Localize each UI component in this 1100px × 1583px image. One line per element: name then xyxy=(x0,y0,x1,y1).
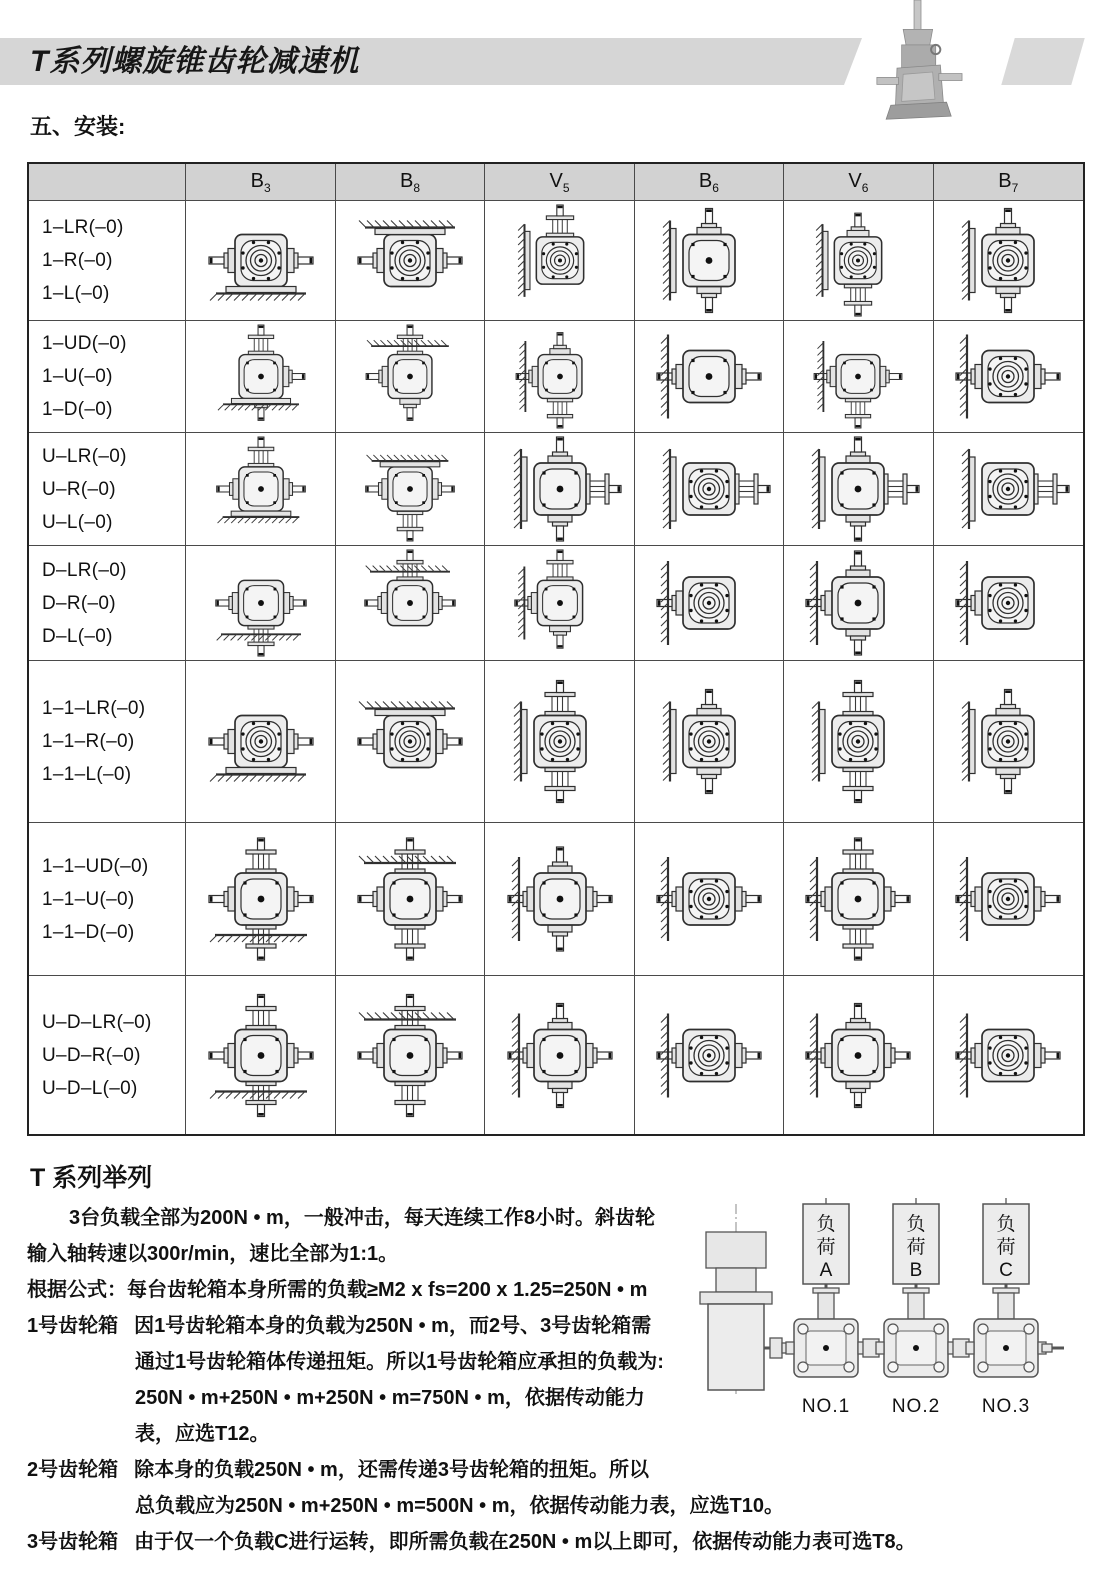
gearbox-drawing xyxy=(966,1284,1046,1377)
example-line-text: 表，应选T12。 xyxy=(135,1423,270,1445)
mount-drawing-cell xyxy=(784,823,933,976)
example-line xyxy=(27,1488,1085,1524)
mount-code: U–LR(–0) xyxy=(42,445,127,467)
row-label-cell xyxy=(29,661,186,823)
unit-number-label: NO.3 xyxy=(981,1396,1031,1417)
svg-text:A: A xyxy=(819,1260,833,1281)
svg-text:B: B xyxy=(909,1260,923,1281)
svg-text:负: 负 xyxy=(996,1214,1016,1235)
mount-drawing-cell xyxy=(485,201,634,321)
mount-drawing-cell xyxy=(784,433,933,546)
mount-drawing-cell xyxy=(635,546,784,661)
table-header-row xyxy=(29,164,1083,201)
mount-code: U–D–R(–0) xyxy=(42,1044,141,1066)
mount-drawing-cell xyxy=(485,976,634,1134)
table-row xyxy=(29,201,1083,321)
gear-reducer-image xyxy=(856,0,986,120)
row-label-cell xyxy=(29,976,186,1134)
example-line-text: 因1号齿轮箱本身的负载为250N • m，而2号、3号齿轮箱需 xyxy=(134,1315,652,1337)
example-line-text: 输入轴转速以300r/min，速比全部为1:1。 xyxy=(27,1243,399,1265)
mount-code: 1–1–LR(–0) xyxy=(42,698,146,719)
mount-code: 1–U(–0) xyxy=(42,366,113,387)
banner-band-right xyxy=(1001,38,1084,85)
mount-drawing-cell xyxy=(635,433,784,546)
mount-code: U–D–LR(–0) xyxy=(42,1011,152,1033)
mount-drawing-cell xyxy=(934,661,1083,823)
mount-drawing-cell xyxy=(336,823,485,976)
example-line-text: 250N • m+250N • m+250N • m=750N • m，依据传动能力 xyxy=(135,1387,645,1409)
example-heading: T 系列举列 xyxy=(30,1164,153,1192)
row-label-cell xyxy=(29,546,186,661)
unit-number-label: NO.1 xyxy=(801,1396,851,1417)
mount-drawing-cell xyxy=(485,546,634,661)
gearbox-label: 3号齿轮箱 xyxy=(27,1531,119,1553)
mount-code: 1–1–L(–0) xyxy=(42,764,132,785)
mount-code: U–R(–0) xyxy=(42,478,116,500)
section-title: 五、安装: xyxy=(30,114,126,139)
mount-drawing-cell xyxy=(485,661,634,823)
table-row xyxy=(29,661,1083,823)
mount-drawing-cell xyxy=(336,546,485,661)
column-header-blank xyxy=(29,164,186,201)
load-box xyxy=(893,1198,939,1284)
load-box xyxy=(983,1198,1029,1284)
column-header-B3: $B_3$ xyxy=(186,164,335,201)
mount-drawing-cell xyxy=(635,201,784,321)
mount-drawing-cell xyxy=(934,433,1083,546)
mount-drawing-cell xyxy=(635,976,784,1134)
mount-drawing-cell xyxy=(186,661,335,823)
table-row xyxy=(29,433,1083,546)
mount-drawing-cell xyxy=(934,546,1083,661)
mount-drawing-cell xyxy=(934,321,1083,433)
column-header-V5: $V_5$ xyxy=(485,164,634,201)
mount-drawing-cell xyxy=(635,823,784,976)
row-label-cell xyxy=(29,201,186,321)
mount-code: 1–UD(–0) xyxy=(42,333,127,354)
gearbox-label: 根据公式： xyxy=(27,1279,127,1301)
svg-text:荷: 荷 xyxy=(906,1237,926,1258)
example-line-text: 总负载应为250N • m+250N • m=500N • m，依据传动能力表，应选T10。 xyxy=(135,1495,784,1517)
mount-drawing-cell xyxy=(336,976,485,1134)
mount-drawing-cell xyxy=(336,321,485,433)
load-box xyxy=(803,1198,849,1284)
example-line xyxy=(27,1452,1085,1488)
mount-drawing-cell xyxy=(186,433,335,546)
mount-code: U–L(–0) xyxy=(42,511,113,533)
table-row xyxy=(29,823,1083,976)
mount-drawing-cell xyxy=(784,546,933,661)
mount-drawing-cell xyxy=(186,321,335,433)
example-line xyxy=(27,1524,1085,1560)
example-line-text: 3台负载全部为200N • m，一般冲击，每天连续工作8小时。斜齿轮 xyxy=(69,1207,655,1229)
mount-drawing-cell xyxy=(336,433,485,546)
example-line-text: 由于仅一个负载C进行运转，即所需负载在250N • m以上即可，依据传动能力表可选T8。 xyxy=(134,1531,916,1553)
row-label-cell xyxy=(29,321,186,433)
page-title: T系列螺旋锥齿轮减速机 xyxy=(30,45,360,78)
installation-table xyxy=(27,162,1085,1136)
table-row xyxy=(29,321,1083,433)
column-header-B6: $B_6$ xyxy=(635,164,784,201)
mount-code: U–D–L(–0) xyxy=(42,1077,138,1099)
mount-drawing-cell xyxy=(485,433,634,546)
svg-text:C: C xyxy=(999,1260,1013,1281)
mount-drawing-cell xyxy=(635,661,784,823)
column-header-B8: $B_8$ xyxy=(336,164,485,201)
mount-drawing-cell xyxy=(934,976,1083,1134)
mount-drawing-cell xyxy=(336,661,485,823)
svg-text:荷: 荷 xyxy=(816,1237,836,1258)
mount-drawing-cell xyxy=(635,321,784,433)
mount-drawing-cell xyxy=(186,201,335,321)
gearbox-drawing xyxy=(786,1284,866,1377)
mount-code: 1–1–UD(–0) xyxy=(42,855,149,877)
table-row xyxy=(29,976,1083,1134)
mount-drawing-cell xyxy=(934,823,1083,976)
mount-code: 1–1–R(–0) xyxy=(42,731,135,752)
mount-code: 1–R(–0) xyxy=(42,250,113,271)
svg-text:负: 负 xyxy=(816,1214,836,1235)
example-line-text: 通过1号齿轮箱体传递扭矩。所以1号齿轮箱应承担的负载为: xyxy=(135,1351,664,1373)
example-line-text: 每台齿轮箱本身所需的负载≥M2 x fs=200 x 1.25=250N • m xyxy=(127,1279,648,1301)
svg-text:荷: 荷 xyxy=(996,1237,1016,1258)
mount-drawing-cell xyxy=(186,546,335,661)
table-row xyxy=(29,546,1083,661)
mount-drawing-cell xyxy=(186,976,335,1134)
mount-drawing-cell xyxy=(485,823,634,976)
motor-drawing xyxy=(700,1204,772,1396)
load-diagram xyxy=(688,1198,1088,1453)
mount-drawing-cell xyxy=(934,201,1083,321)
mount-drawing-cell xyxy=(784,976,933,1134)
mount-code: D–R(–0) xyxy=(42,592,116,614)
example-line-text: 除本身的负载250N • m，还需传递3号齿轮箱的扭矩。所以 xyxy=(134,1459,649,1481)
gearbox-label: 2号齿轮箱 xyxy=(27,1459,119,1481)
mount-code: 1–1–U(–0) xyxy=(42,888,135,910)
unit-number-label: NO.2 xyxy=(891,1396,941,1417)
gearbox-drawing xyxy=(876,1284,956,1377)
mount-code: 1–LR(–0) xyxy=(42,217,124,238)
column-header-B7: $B_7$ xyxy=(934,164,1083,201)
mount-drawing-cell xyxy=(784,321,933,433)
mount-drawing-cell xyxy=(336,201,485,321)
svg-text:负: 负 xyxy=(906,1214,926,1235)
mount-code: 1–L(–0) xyxy=(42,283,110,304)
mount-code: D–LR(–0) xyxy=(42,559,127,581)
column-header-V6: $V_6$ xyxy=(784,164,933,201)
row-label-cell xyxy=(29,433,186,546)
mount-drawing-cell xyxy=(186,823,335,976)
mount-code: 1–D(–0) xyxy=(42,399,113,420)
row-label-cell xyxy=(29,823,186,976)
mount-drawing-cell xyxy=(784,661,933,823)
mount-drawing-cell xyxy=(485,321,634,433)
gearbox-label: 1号齿轮箱 xyxy=(27,1315,119,1337)
mount-drawing-cell xyxy=(784,201,933,321)
mount-code: 1–1–D(–0) xyxy=(42,921,135,943)
mount-code: D–L(–0) xyxy=(42,625,113,647)
